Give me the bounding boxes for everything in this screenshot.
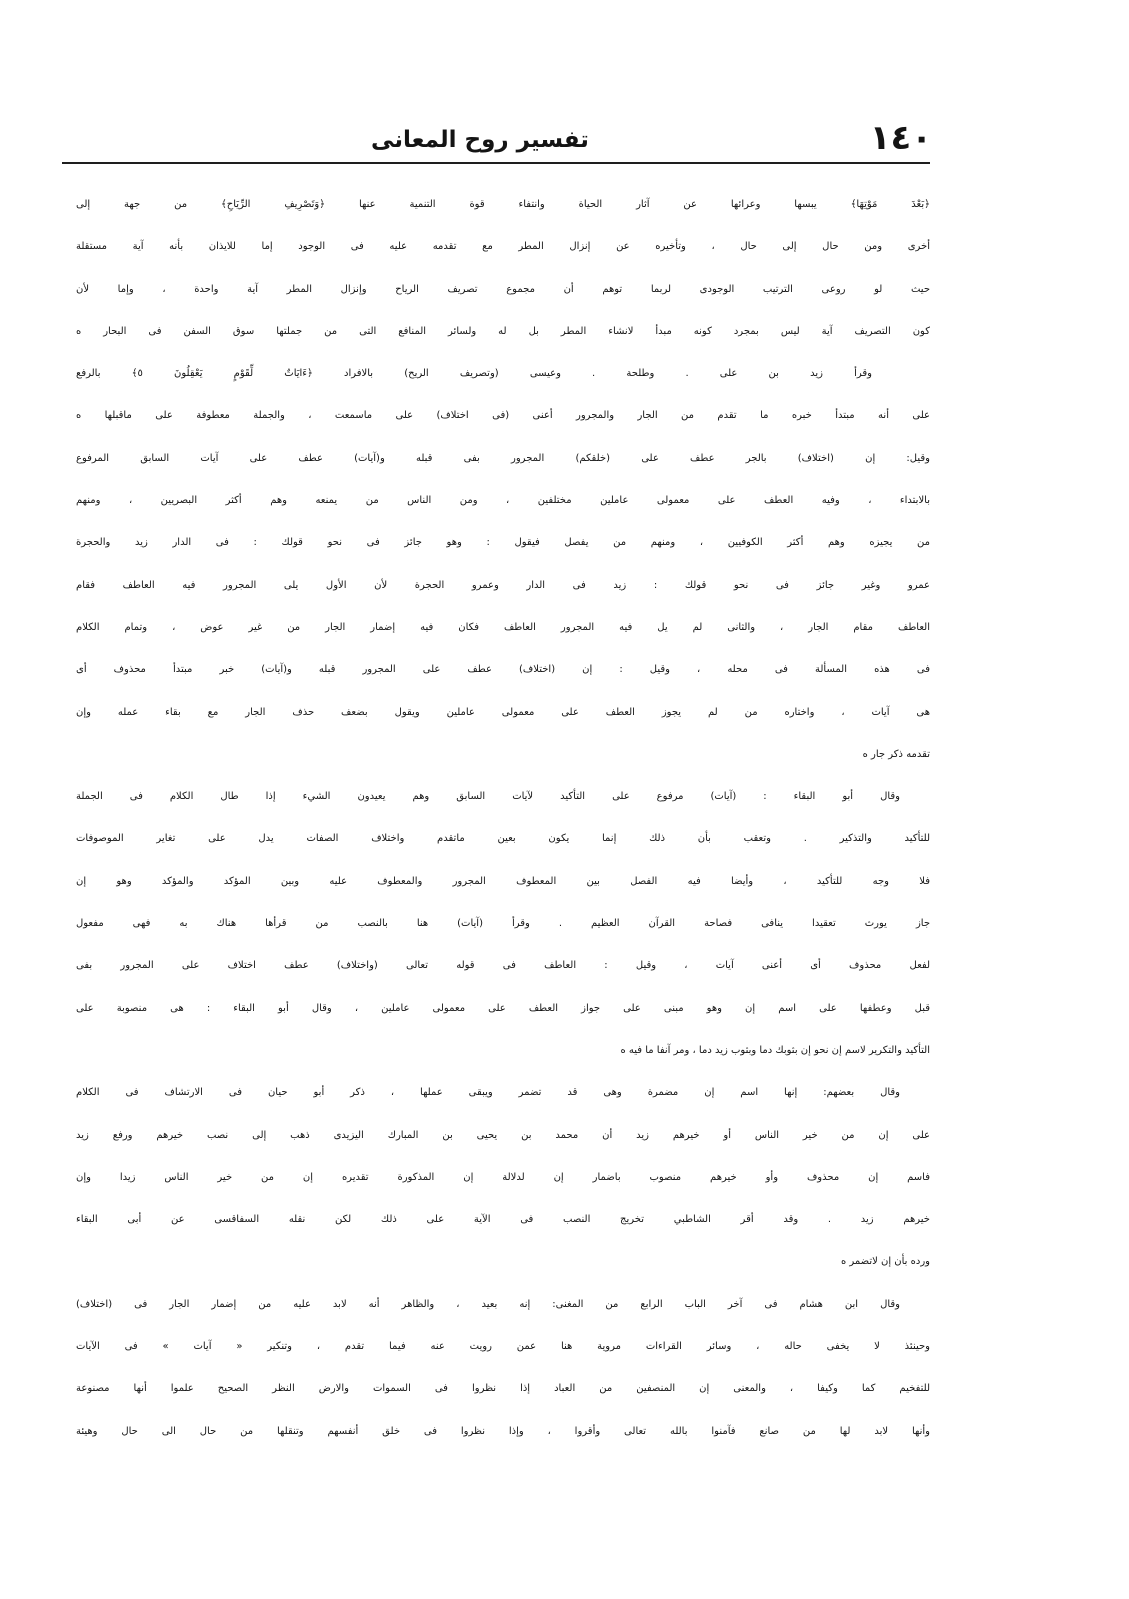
paragraph-end-line: التأكيد والتكرير لاسم إن نحو إن بثوبك دما وبثوب زيد دما ، ومر آنفا ما فيه ه — [620, 1044, 930, 1056]
text-line: خيرهم زيد . وقد أقر الشاطبي تخريج النصب فى الآية على ذلك لكن نقله السفاقسى عن أبى البقاء — [76, 1214, 930, 1226]
text-line: فلا وجه للتأكيد ، وأيضا فيه الفصل بين المعطوف المجرور والمعطوف عليه وبين المؤكد والمؤكد وهو إن — [76, 875, 930, 887]
text-line: عمرو وغير جائز فى نحو قولك : زيد فى الدار وعمرو الحجرة لأن الأول يلى المجرور فيه العاطف فقام — [76, 579, 930, 591]
paragraph-end-line: ورده بأن إن لاتضمر ه — [840, 1256, 930, 1268]
text-line: وأنها لابد لها من صانع فآمنوا بالله تعالى وأقروا ، وإذا نظروا فى خلق أنفسهم وتنقلها من حال الى حال وهيئة — [76, 1425, 930, 1437]
text-line: لفعل محذوف أى أعنى آيات ، وقيل : العاطف فى قوله تعالى (واختلاف) عطف اختلاف على المجرور بفى — [76, 960, 930, 972]
text-line: وحينئذ لا يخفى حاله ، وسائر القراءات مروية هنا عمن رويت عنه فيما تقدم ، وتنكير « آيات » فى الآيات — [76, 1341, 930, 1353]
text-line: جاز يورث تعقيدا ينافى فصاحة القرآن العظيم . وقرأ (آيات) هنا بالنصب من قرأها هناك به فهى مفعول — [76, 918, 930, 930]
text-line: حيث لو روعى الترتيب الوجودى لربما توهم أن مجموع تصريف الرياح وإنزال المطر آية واحدة ، وإما لأن — [76, 283, 930, 295]
text-body — [76, 184, 930, 1453]
paragraph-start-line: وقال أبو البقاء : (آيات) مرفوع على التأكيد لآيات السابق وهم يعيدون الشيء إذا طال الكلام فى الجملة — [76, 791, 900, 803]
text-line: هى آيات ، واختاره من لم يجوز العطف على معمولى عاملين ويقول بضعف حذف الجار مع بقاء عمله وإن — [76, 706, 930, 718]
header-rule — [62, 162, 930, 164]
text-line: أخرى ومن حال إلى حال ، وتأخيره عن إنزال المطر مع تقدمه عليه فى الوجود إما للايذان بأنه آية مستقلة — [76, 241, 930, 253]
text-line: ﴿بَعْدَ مَوْتِهَا﴾ يبسها وعرائها عن آثار الحياة وانتفاء قوة التنمية عنها ﴿وَتَصْرِيفِ الرِّيَاحِ﴾ من جهة إلى — [76, 199, 930, 210]
page-number: ١٤٠ — [869, 118, 932, 158]
text-line: على أنه مبتدأ خبره ما تقدم من الجار والمجرور أعنى (فى اختلاف) على ماسمعت ، والجملة معطوفة على ماقبلها ه — [76, 410, 930, 422]
paragraph-end-line: تقدمه ذكر جار ه — [862, 748, 930, 760]
text-line: فاسم إن محذوف وأو خيرهم منصوب باضمار إن لدلالة إن المذكورة تقديره إن من خير الناس زيدا وإن — [76, 1171, 930, 1183]
text-line: للتفخيم كما وكيفا ، والمعنى إن المنصفين من العباد إذا نظروا فى السموات والارض النظر الصحيح علموا أنها مصنوعة — [76, 1383, 930, 1395]
paragraph-start-line: وقال بعضهم: إنها اسم إن مضمرة وهى قد تضمر ويبقى عملها ، ذكر أبو حيان فى الارتشاف فى الكلام — [76, 1087, 900, 1099]
text-line: بالابتداء ، وفيه العطف على معمولى عاملين مختلفين ، ومن الناس من يمنعه وهم أكثر البصريين ، ومنهم — [76, 495, 930, 507]
text-line: كون التصريف آية ليس بمجرد كونه مبدأ لانشاء المطر بل له ولسائر المنافع التى من جملتها سوق السفن فى البحار ه — [76, 325, 930, 337]
text-line: على إن من خير الناس أو خيرهم زيد أن محمد بن يحيى بن المبارك اليزيدى ذهب إلى نصب خيرهم ورفع زيد — [76, 1129, 930, 1141]
text-line: فى هذه المسألة فى محله ، وقيل : إن (اختلاف) عطف على المجرور قبله و(آيات) خبر مبتدأ محذوف أى — [76, 664, 930, 676]
text-line: العاطف مقام الجار ، والثانى لم يل فيه المجرور العاطف فكان فيه إضمار الجار من غير عوض ، وتمام الكلام — [76, 621, 930, 633]
running-title: تفسير روح المعانى — [371, 127, 589, 153]
text-line: وقيل: إن (اختلاف) بالجر عطف على (خلقكم) المجرور بفى قبله و(آيات) عطف على آيات السابق المرفوع — [76, 452, 930, 464]
text-line: قبل وعطفها على اسم إن وهو مبنى على جواز العطف على معمولى عاملين ، وقال أبو البقاء : هى منصوبة على — [76, 1002, 930, 1014]
text-line: للتأكيد والتذكير . وتعقب بأن ذلك إنما يكون بعين ماتقدم واختلاف الصفات يدل على تغاير الموصوفات — [76, 833, 930, 845]
paragraph-start-line: وقال ابن هشام فى آخر الباب الرابع من المغنى: إنه بعيد ، والظاهر أنه لابد عليه من إضمار الجار فى (اختلاف) — [76, 1298, 900, 1310]
paragraph-start-line: وقرأ زيد بن على . وطلحة . وعيسى (وتصريف الريح) بالافراد ﴿ءَايَاتٌ لِّقَوْمٍ يَعْقِلُونَ ٥﴾ بالرفع — [76, 368, 872, 380]
text-line: من يجيزه وهم أكثر الكوفيين ، ومنهم من يفصل فيقول : وهو جائز فى نحو قولك : فى الدار زيد والحجرة — [76, 537, 930, 549]
